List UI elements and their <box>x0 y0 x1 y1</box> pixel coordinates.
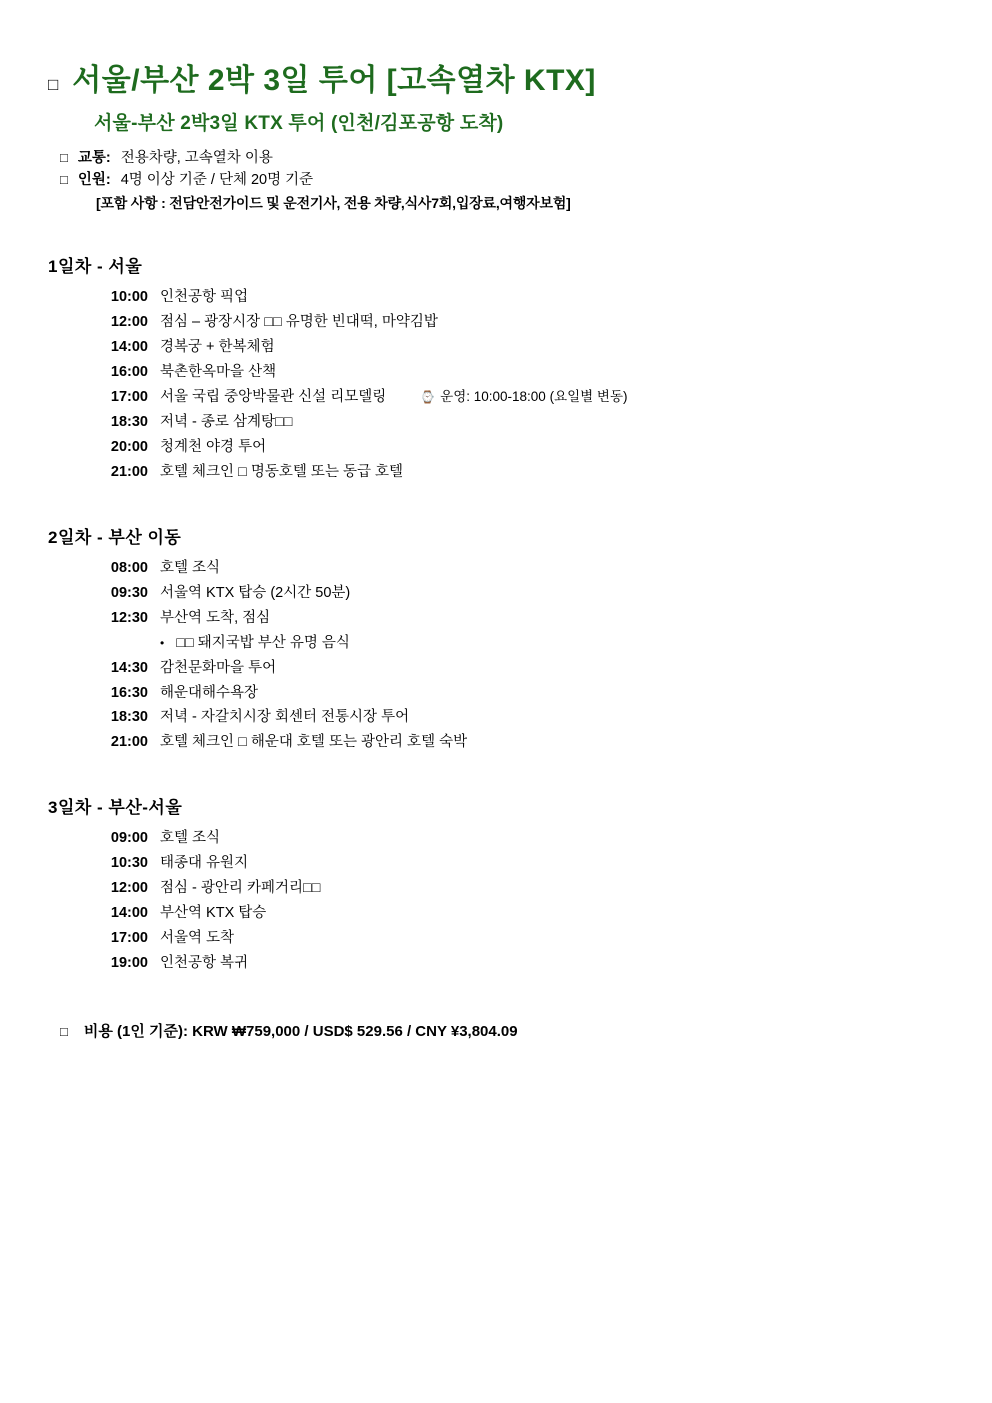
day-title: 3일차 - 부산-서울 <box>48 798 183 818</box>
schedule-desc: 인천공항 픽업 <box>160 289 249 306</box>
info-label: 인원: <box>77 172 111 189</box>
info-item-transport <box>60 147 952 169</box>
schedule-row <box>96 460 952 485</box>
schedule-row <box>96 606 952 631</box>
schedule-time: 17:00 <box>110 389 148 406</box>
schedule-row <box>96 730 952 755</box>
info-value: 전용차량, 고속열차 이용 <box>120 150 273 166</box>
schedule-desc: 서울역 KTX 탑승 (2시간 50분) <box>160 584 351 601</box>
schedule-row <box>96 435 952 460</box>
title-row <box>48 55 952 99</box>
schedule-row <box>96 385 952 410</box>
schedule-desc: 부산역 KTX 탑승 <box>160 905 267 922</box>
schedule-row <box>96 705 952 730</box>
schedule-desc: 부산역 도착, 점심 <box>160 609 271 626</box>
schedule-time: 20:00 <box>110 438 148 455</box>
schedule-time: 14:30 <box>110 659 148 676</box>
schedule-desc: 해운대해수욕장 <box>160 684 259 701</box>
schedule-time: 16:30 <box>110 684 148 701</box>
schedule-row <box>96 851 952 876</box>
day-block-3 <box>48 793 952 976</box>
schedule-time: 08:00 <box>110 559 148 576</box>
page-title: 서울/부산 2박 3일 투어 [고속열차 KTX] <box>72 64 596 97</box>
schedule-desc: 서울역 도착 <box>160 930 235 947</box>
schedule-row <box>96 556 952 581</box>
schedule-row <box>96 335 952 360</box>
schedule-row <box>96 310 952 335</box>
schedule-desc: 경복궁 + 한복체험 <box>160 339 275 356</box>
schedule-row <box>96 360 952 385</box>
day-block-2 <box>48 523 952 756</box>
schedule-desc: 감천문화마을 투어 <box>160 659 277 676</box>
schedule-row <box>96 901 952 926</box>
schedule-row <box>96 826 952 851</box>
schedule-row <box>96 876 952 901</box>
schedule-desc: 점심 – 광장시장 □□ 유명한 빈대떡, 마약김밥 <box>160 314 438 331</box>
cost-text: 비용 (1인 기준): KRW ₩759,000 / USD$ 529.56 / CNY ¥3,804.09 <box>83 1022 518 1040</box>
day-schedule <box>96 556 952 756</box>
schedule-note <box>420 385 627 408</box>
schedule-time: 21:00 <box>110 463 148 480</box>
schedule-desc: 호텔 체크인 □ 해운대 호텔 또는 광안리 호텔 숙박 <box>160 734 468 751</box>
square-bullet-icon: □ <box>48 75 59 94</box>
cost-line <box>60 1020 952 1041</box>
square-bullet-icon: □ <box>60 1023 68 1039</box>
schedule-subitem-text: □□ 돼지국밥 부산 유명 음식 <box>176 634 350 651</box>
day-block-1 <box>48 252 952 485</box>
schedule-time: 12:00 <box>110 880 148 897</box>
schedule-desc: 인천공항 복귀 <box>160 955 249 972</box>
schedule-desc: 청계천 야경 투어 <box>160 438 267 455</box>
day-title: 1일차 - 서울 <box>48 257 143 277</box>
schedule-row <box>96 581 952 606</box>
square-bullet-icon: □ <box>60 150 68 165</box>
info-value: 4명 이상 기준 / 단체 20명 기준 <box>120 172 314 189</box>
schedule-row <box>96 681 952 706</box>
schedule-subitem <box>160 631 952 656</box>
schedule-time: 21:00 <box>110 734 148 751</box>
day-schedule <box>96 826 952 976</box>
include-note: [포함 사항 : 전담안전가이드 및 운전기사, 전용 차량,식사7회,입장료,여행자보험] <box>96 194 571 211</box>
schedule-row <box>96 926 952 951</box>
schedule-desc: 저녁 - 자갈치시장 회센터 전통시장 투어 <box>160 709 410 726</box>
schedule-desc: 서울 국립 중앙박물관 신설 리모델링 <box>160 389 387 406</box>
schedule-time: 19:00 <box>110 955 148 972</box>
schedule-time: 12:30 <box>110 609 148 626</box>
schedule-time: 10:00 <box>110 289 148 306</box>
dot-bullet-icon: • <box>160 635 165 650</box>
schedule-desc: 태종대 유원지 <box>160 855 249 872</box>
schedule-time: 17:00 <box>110 930 148 947</box>
square-bullet-icon: □ <box>60 172 68 188</box>
clock-icon: ⌚ <box>420 390 436 405</box>
schedule-time: 09:30 <box>110 584 148 601</box>
schedule-row <box>96 410 952 435</box>
schedule-desc: 점심 - 광안리 카페거리□□ <box>160 880 321 897</box>
schedule-time: 18:30 <box>110 414 148 431</box>
schedule-time: 14:00 <box>110 339 148 356</box>
schedule-desc: 북촌한옥마을 산책 <box>160 364 277 381</box>
info-label: 교통: <box>77 150 111 166</box>
schedule-row <box>96 656 952 681</box>
schedule-time: 12:00 <box>110 314 148 331</box>
page-subtitle: 서울-부산 2박3일 KTX 투어 (인천/김포공항 도착) <box>94 113 504 134</box>
info-list <box>60 147 952 214</box>
schedule-time: 14:00 <box>110 905 148 922</box>
schedule-desc: 호텔 체크인 □ 명동호텔 또는 동급 호텔 <box>160 463 404 480</box>
schedule-time: 16:00 <box>110 364 148 381</box>
schedule-desc: 저녁 - 종로 삼계탕□□ <box>160 414 293 431</box>
schedule-row <box>96 285 952 310</box>
schedule-row <box>96 951 952 976</box>
schedule-time: 09:00 <box>110 830 148 847</box>
info-item-people <box>60 169 952 191</box>
schedule-time: 18:30 <box>110 709 148 726</box>
schedule-desc: 호텔 조식 <box>160 830 221 847</box>
schedule-note-text: 운영: 10:00-18:00 (요일별 변동) <box>440 389 628 405</box>
schedule-desc: 호텔 조식 <box>160 559 221 576</box>
day-title: 2일차 - 부산 이동 <box>48 527 182 547</box>
day-schedule <box>96 285 952 485</box>
schedule-time: 10:30 <box>110 855 148 872</box>
